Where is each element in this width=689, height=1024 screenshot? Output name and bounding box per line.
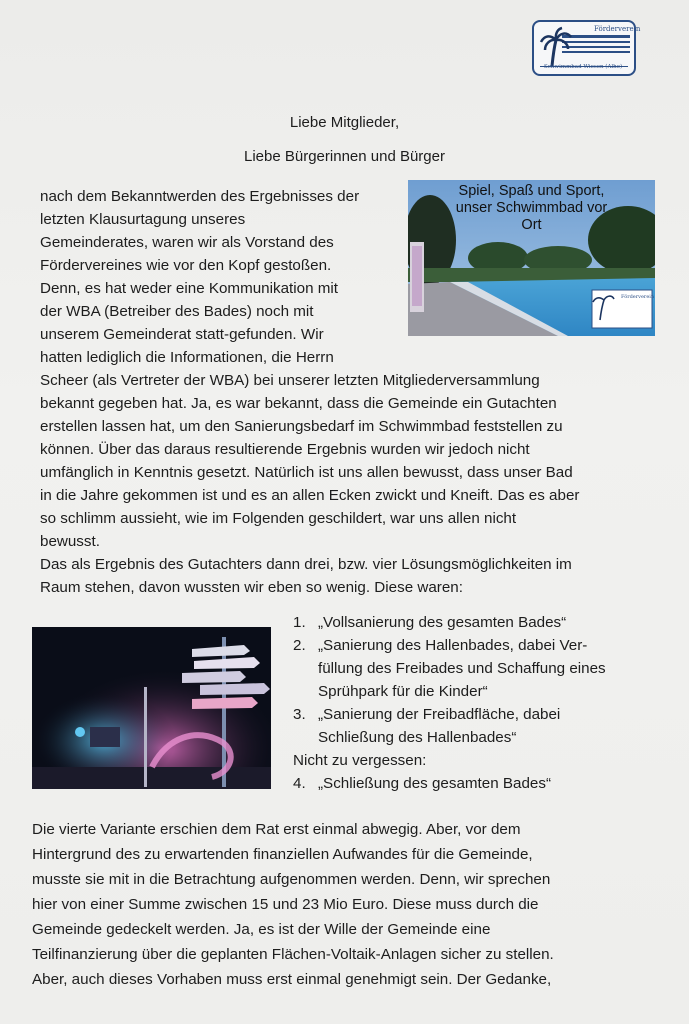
option-2-number: 2. [293,637,306,654]
paragraph2-line: Teilfinanzierung über die geplanten Flächen-Voltaik-Anlagen sicher zu stellen. [32,946,554,963]
paragraph1-line: der WBA (Betreiber des Bades) noch mit [40,303,314,320]
paragraph1-line: Gemeinderates, waren wir als Vorstand des [40,234,334,251]
paragraph1-line: in die Jahre gekommen ist und es an allen Ecken zwickt und Kneift. Das es aber [40,487,580,504]
paragraph2-line: hier von einer Summe zwischen 15 und 23 Mio Euro. Diese muss durch die [32,896,539,913]
option-4-number: 4. [293,775,306,792]
paragraph1-line: können. Über das daraus resultierende Ergebnis wurden wir jedoch nicht [40,441,530,458]
inner-logo-text: Förderverein [621,294,655,300]
option-2-text: füllung des Freibades und Schaffung eines [318,660,606,677]
paragraph2-line: Hintergrund des zu erwartenden finanziellen Aufwandes für die Gemeinde, [32,846,533,863]
paragraph1-line: hatten lediglich die Informationen, die Herrn [40,349,334,366]
logo-name: Förderverein [594,25,641,33]
pool-photo-caption [408,183,655,234]
caption-line-3: Ort [521,217,542,233]
paragraph2-line: Gemeinde gedeckelt werden. Ja, es ist der Wille der Gemeinde eine [32,921,491,938]
paragraph1-line: erstellen lassen hat, um den Sanierungsbedarf im Schwimmbad feststellen zu [40,418,563,435]
paragraph2-line: musste sie mit in die Betrachtung aufgenommen werden. Denn, wir sprechen [32,871,551,888]
caption-line-2: unser Schwimmbad vor [455,200,608,216]
foerderverein-logo [532,20,641,76]
option-2-text: „Sanierung des Hallenbades, dabei Ver- [318,637,588,654]
paragraph2-line: Die vierte Variante erschien dem Rat erst einmal abwegig. Aber, vor dem [32,821,521,838]
paragraph1-line: nach dem Bekanntwerden des Ergebnisses der [40,188,360,205]
option-2-text: Sprühpark für die Kinder“ [318,683,488,700]
paragraph1-line: Fördervereines wie vor den Kopf gestoßen. [40,257,332,274]
not-forget-label: Nicht zu vergessen: [293,752,427,769]
logo-subtitle: Schwimmbad Wiesen (Alhe) [544,64,623,70]
caption-line-1: Spiel, Spaß und Sport, [458,183,605,199]
option-3-text: „Sanierung der Freibadfläche, dabei [318,706,561,723]
paragraph1-line: umfänglich in Kenntnis gesetzt. Natürlich ist uns allen bewusst, dass unser Bad [40,464,573,481]
option-1-number: 1. [293,614,306,631]
paragraph1-line: Denn, es hat weder eine Kommunikation mit [40,280,338,297]
paragraph1-line: bewusst. [40,533,100,550]
option-1-text: „Vollsanierung des gesamten Bades“ [318,614,567,631]
paragraph1-line: bekannt gegeben hat. Ja, es war bekannt, dass die Gemeinde ein Gutachten [40,395,557,412]
option-4-text: „Schließung des gesamten Bades“ [318,775,552,792]
greeting-line-1: Liebe Mitglieder, [289,114,400,131]
paragraph1-line: so schlimm aussieht, wie im Folgenden geschildert, war uns allen nicht [40,510,517,527]
greeting-line-2: Liebe Bürgerinnen und Bürger [244,148,445,165]
signpost-night-photo [32,627,271,789]
paragraph1-line: Das als Ergebnis des Gutachters dann drei, bzw. vier Lösungsmöglichkeiten im [40,556,572,573]
pool-photo [408,180,655,336]
option-3-text: Schließung des Hallenbades“ [318,729,517,746]
paragraph1-line: Scheer (als Vertreter der WBA) bei unserer letzten Mitgliederversammlung [40,372,540,389]
paragraph1-line: unserem Gemeinderat statt-gefunden. Wir [40,326,324,343]
paragraph1-line: letzten Klausurtagung unseres [40,211,246,228]
paragraph2-line: Aber, auch dieses Vorhaben muss erst einmal genehmigt sein. Der Gedanke, [32,971,552,988]
option-3-number: 3. [293,706,306,723]
paragraph1-line: Raum stehen, davon wussten wir eben so wenig. Diese waren: [40,579,463,596]
